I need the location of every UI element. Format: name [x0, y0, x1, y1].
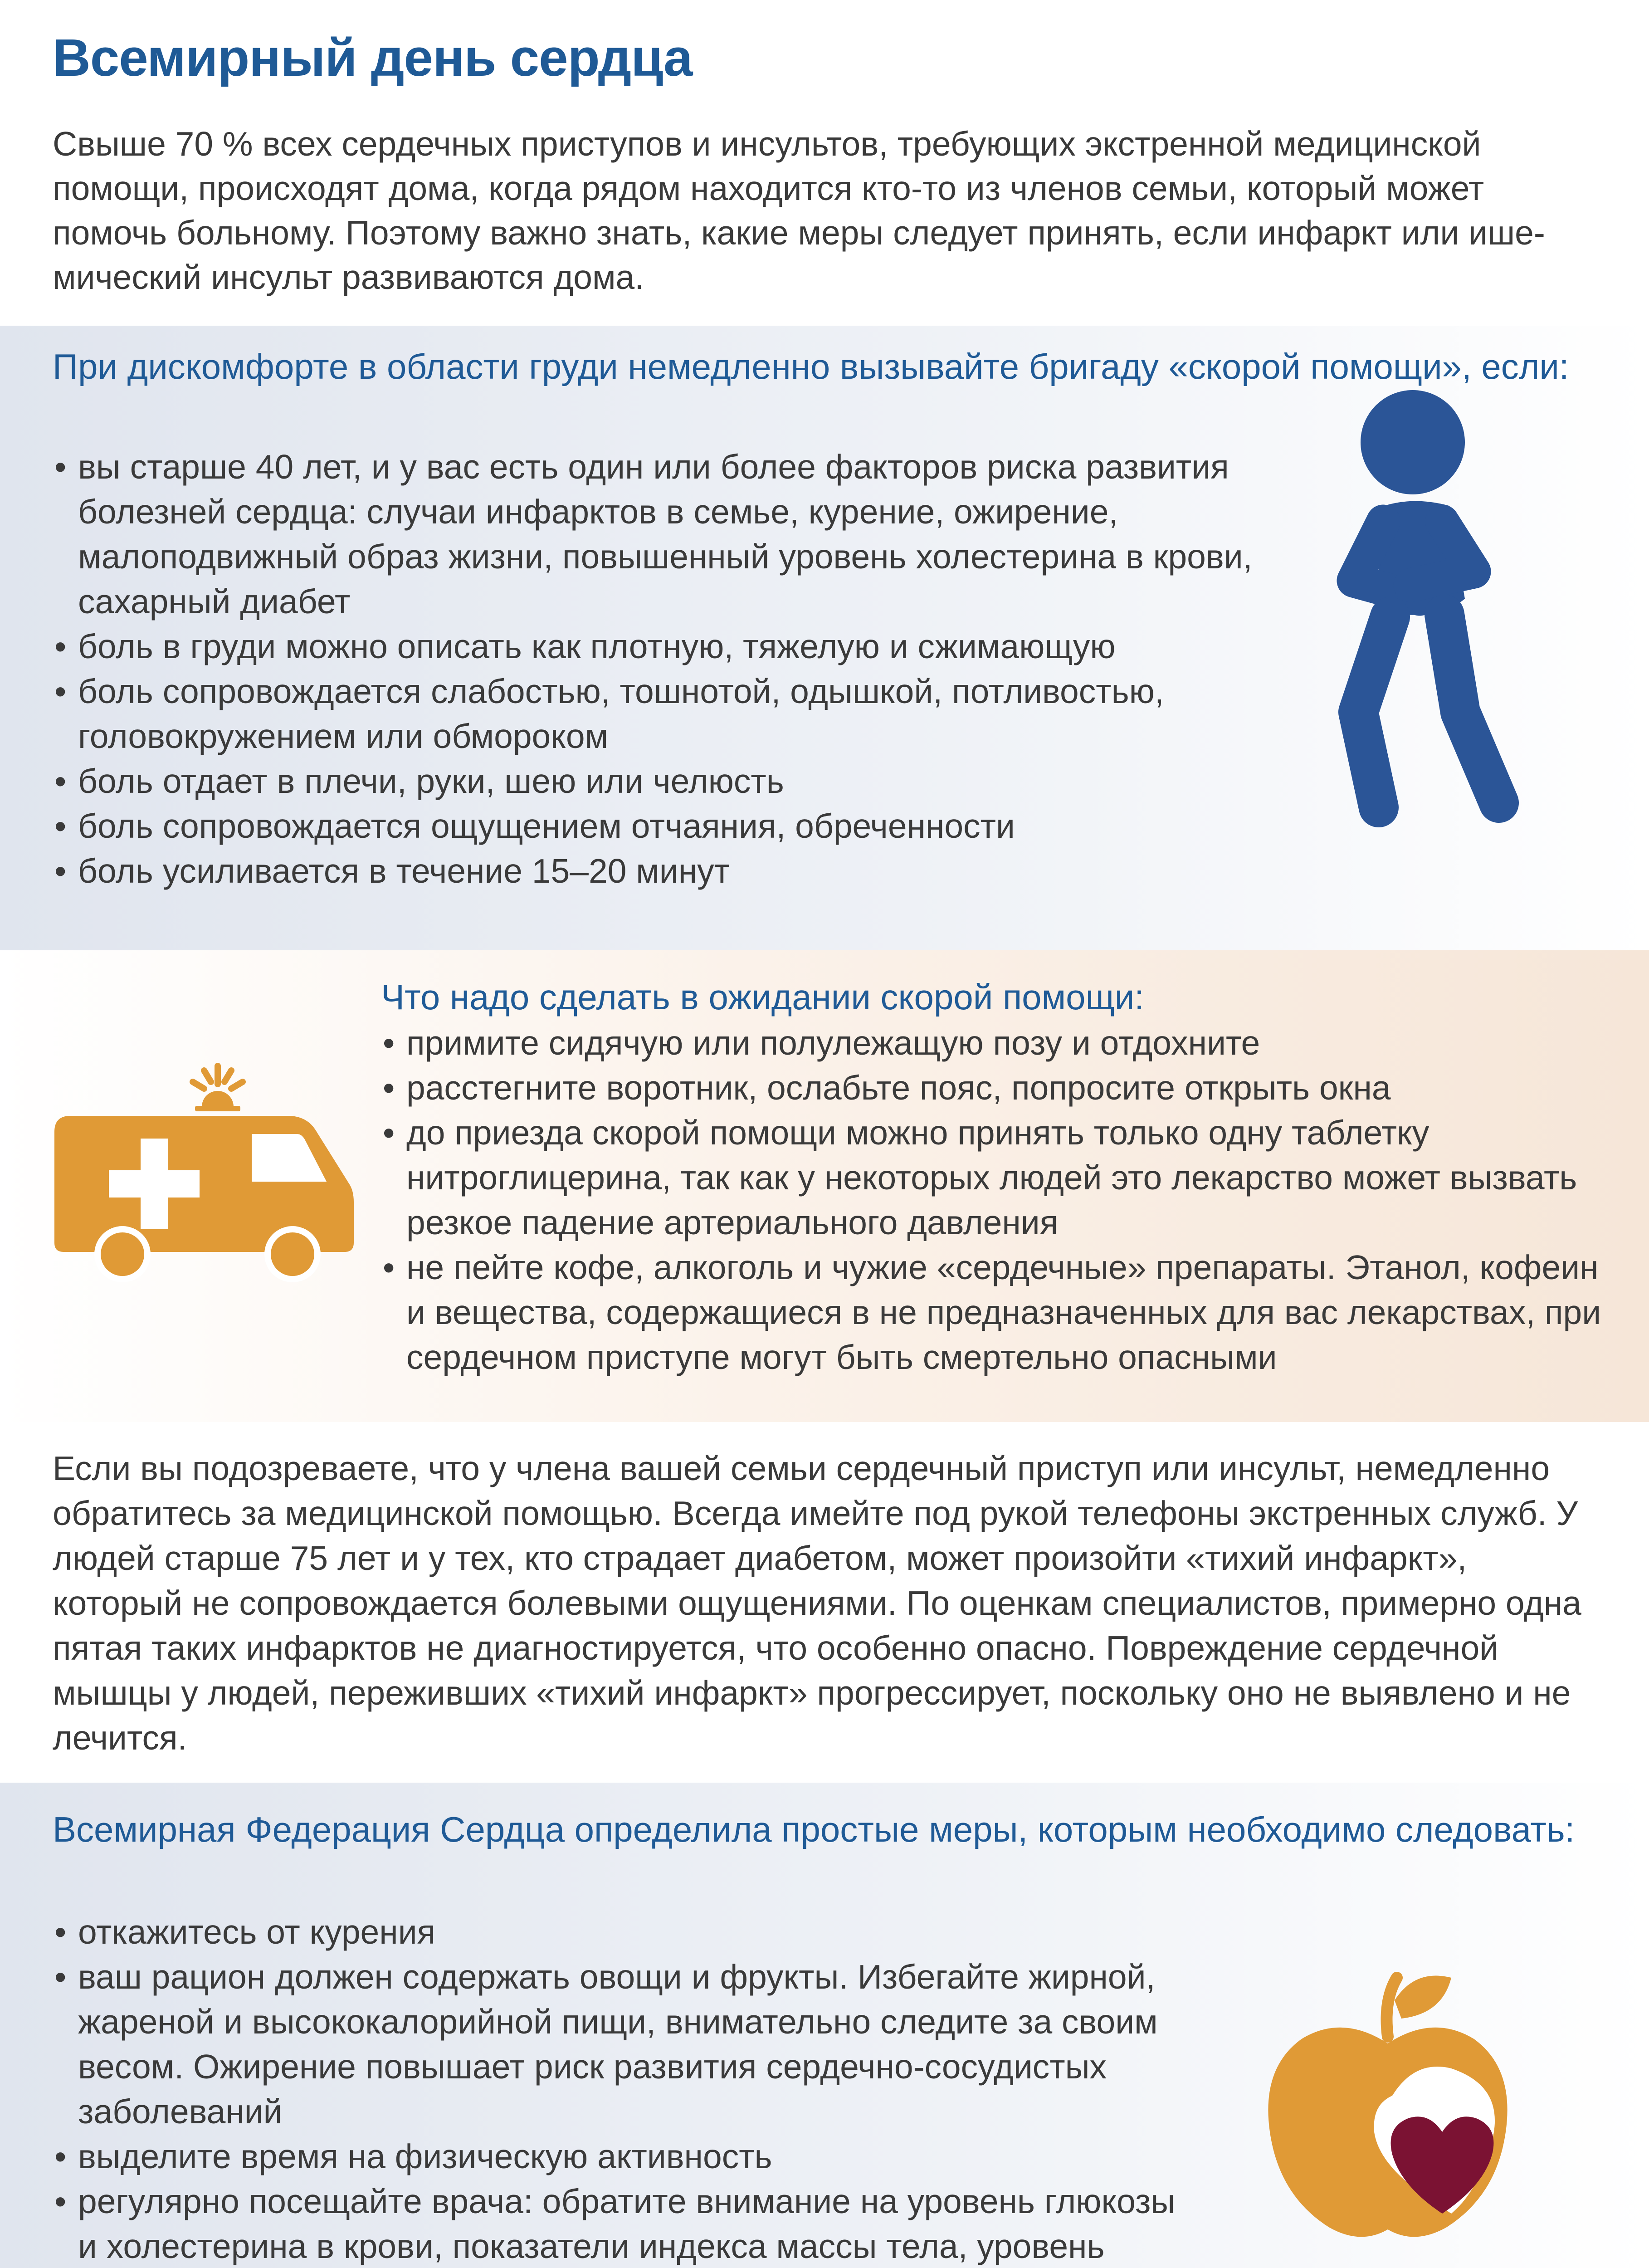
list-item: • примите сидячую или полулежащую позу и отдохните [381, 1021, 1615, 1066]
waiting-ambulance-list [381, 1021, 1615, 1380]
person-chest-pain-icon [1329, 386, 1528, 830]
list-item: • до приезда скорой помощи можно принять только одну таблетку нитроглицерина, так как у некоторых людей это лекарство может вызвать резкое падение артериального давления [381, 1110, 1615, 1245]
intro-paragraph: Свыше 70 % всех сердечных приступов и инсультов, требующих экстренной медицинской помощи, происходят дома, когда рядом находится кто-то из членов семьи, который может помочь больному. Поэтому важно знать, какие меры следует принять, если инфаркт или ише-мический инсульт развиваются дома. [53, 125, 1545, 296]
page-title: Всемирный день сердца [53, 28, 693, 87]
list-item: • боль усиливается в течение 15–20 минут [53, 849, 1277, 894]
list-item: • боль в груди можно описать как плотную, тяжелую и сжимающую [53, 624, 1277, 669]
list-item: • расстегните воротник, ослабьте пояс, попросите открыть окна [381, 1066, 1615, 1110]
list-item: • не пейте кофе, алкоголь и чужие «сердечные» препараты. Этанол, кофеин и вещества, содержащиеся в не предназначенных для вас лекарствах, при сердечном приступе могут быть смертельно опасными [381, 1245, 1615, 1380]
apple-heart-icon [1252, 1960, 1542, 2250]
emergency-call-list [53, 445, 1277, 894]
prevention-list [53, 1910, 1186, 2268]
prevention-heading: Всемирная Федерация Сердца определила простые меры, которым необходимо следовать: [53, 1809, 1575, 1849]
list-item: • боль сопровождается ощущением отчаяния, обреченности [53, 804, 1277, 849]
list-item: • выделите время на физическую активность [53, 2134, 1186, 2179]
ambulance-icon [45, 1052, 363, 1288]
list-item: • регулярно посещайте врача: обратите внимание на уровень глюкозы и холестерина в крови, показатели индекса массы тела, уровень [53, 2179, 1186, 2268]
list-item: • откажитесь от курения [53, 1910, 1186, 1955]
silent-infarct-paragraph: Если вы подозреваете, что у члена вашей семьи сердечный приступ или инсульт, немедленно обратитесь за медицинской помощью. Всегда имейте под рукой телефоны экстренных служб. У людей старше 75 лет и у тех, кто страдает диабетом, может произойти «тихий инфаркт», который не сопровождается болевыми ощущениями. По оценкам специалистов, примерно одна пятая таких инфарктов не диагностируется, что особенно опасно. Повреждение сердечной мышцы у людей, переживших «тихий инфаркт» прогрессирует, поскольку оно не выявлено и не лечится. [53, 1449, 1581, 1757]
list-item: • ваш рацион должен содержать овощи и фрукты. Избегайте жирной, жареной и высококалорийной пищи, внимательно следите за своим весом. Ожирение повышает риск развития сердечно-сосудистых заболеваний [53, 1955, 1186, 2134]
waiting-ambulance-heading: Что надо сделать в ожидании скорой помощи: [381, 977, 1144, 1017]
list-item: • боль сопровождается слабостью, тошнотой, одышкой, потливостью, головокружением или обмороком [53, 669, 1277, 759]
emergency-call-heading: При дискомфорте в области груди немедленно вызывайте бригаду «скорой помощи», если: [53, 347, 1569, 386]
list-item: • боль отдает в плечи, руки, шею или челюсть [53, 759, 1277, 804]
list-item: • вы старше 40 лет, и у вас есть один или более факторов риска развития болезней сердца: случаи инфарктов в семье, курение, ожирение, малоподвижный образ жизни, повышенный уровень холестерина в крови, сахарный диабет [53, 445, 1277, 624]
